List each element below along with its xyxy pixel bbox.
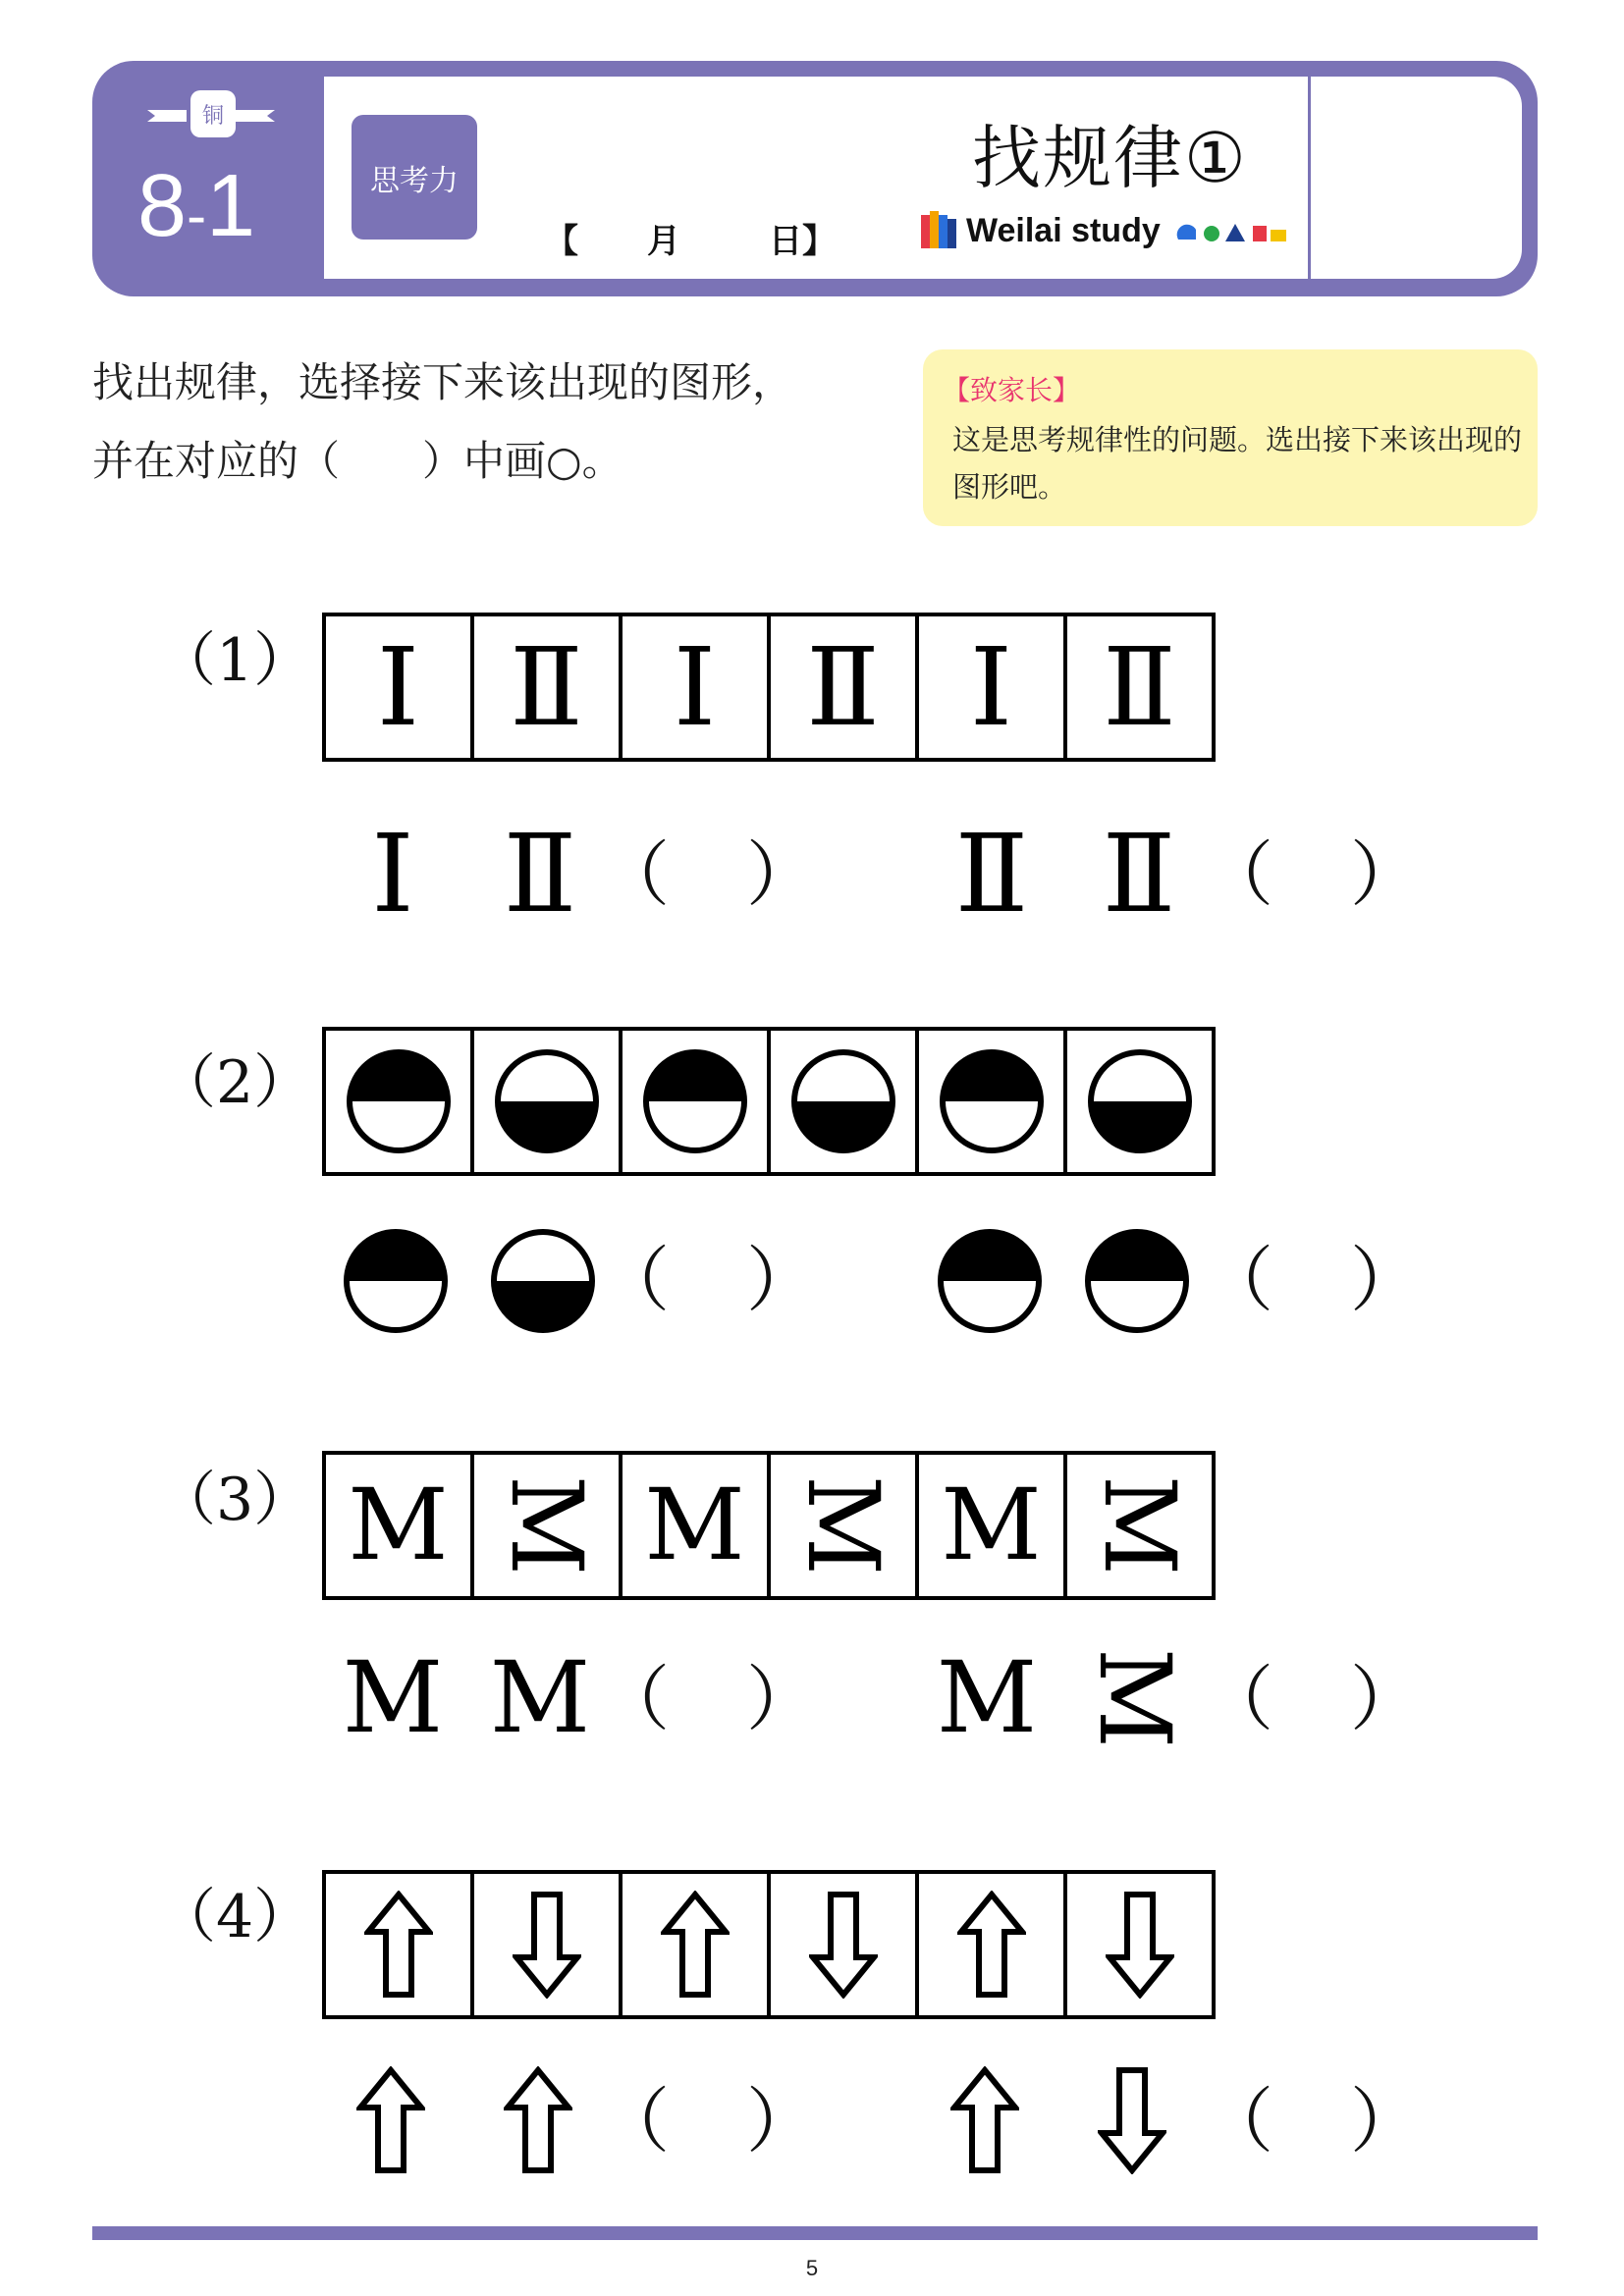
parent-note-body: 这是思考规律性的问题。选出接下来该出现的图形吧。 — [952, 423, 1523, 504]
answer-paren-close[interactable]: ） — [746, 2080, 818, 2163]
problem-4-label: （4） — [157, 1883, 313, 1951]
sequence-cell: M — [1082, 1474, 1198, 1576]
header-divider — [1308, 77, 1311, 279]
answer-paren-close[interactable]: ） — [746, 1239, 818, 1321]
footer-bar — [92, 2226, 1538, 2240]
sequence-cell — [474, 1874, 623, 2015]
problem-2-sequence — [322, 1027, 1216, 1176]
sequence-cell: Ⅱ — [1103, 624, 1176, 750]
sequence-cell: M — [919, 1455, 1067, 1596]
problem-1-sequence — [322, 613, 1216, 762]
problem-4-sequence — [322, 1870, 1216, 2019]
answer-paren-open[interactable]: （ — [1203, 833, 1274, 916]
half-filled-circle-icon — [342, 1227, 450, 1335]
instruction-text: 找出规律，选择接下来该出现的图形， 并在对应的（ ）中画○。 — [92, 358, 794, 485]
answer-paren-close[interactable]: ） — [1350, 833, 1422, 916]
answer-paren-open[interactable]: （ — [1203, 2080, 1274, 2163]
answer-paren-close[interactable]: ） — [1350, 2080, 1422, 2163]
up-arrow-icon — [950, 2066, 1019, 2174]
half-filled-circle-icon — [789, 1047, 897, 1155]
answer-paren-open[interactable]: （ — [1203, 1239, 1274, 1321]
problem-1-label: （1） — [157, 626, 313, 695]
answer-paren-close[interactable]: ） — [1350, 1239, 1422, 1321]
sequence-cell — [919, 1874, 1067, 2015]
sequence-cell: Ⅰ — [919, 616, 1067, 758]
option-a-figure: M — [489, 1640, 591, 1755]
sequence-cell — [474, 1031, 623, 1172]
down-arrow-icon — [1106, 1891, 1174, 1999]
brand-logo: Weilai study — [921, 206, 1292, 255]
sequence-cell: Ⅰ — [326, 616, 474, 758]
half-filled-circle-icon — [489, 1227, 597, 1335]
sequence-cell — [326, 1874, 474, 2015]
problem-2-label: （2） — [157, 1048, 313, 1117]
sequence-cell — [771, 1874, 919, 2015]
half-filled-circle-icon — [493, 1047, 601, 1155]
sequence-cell: M — [326, 1455, 474, 1596]
bronze-badge-icon: 铜 — [190, 90, 236, 137]
answer-paren-open[interactable]: （ — [1203, 1658, 1274, 1740]
book-logo-icon — [921, 209, 956, 252]
option-b-figure: Ⅱ — [1102, 811, 1176, 936]
sequence-cell — [771, 1031, 919, 1172]
up-arrow-icon — [957, 1891, 1026, 1999]
page-number: 5 — [805, 2256, 819, 2280]
sequence-cell — [326, 1031, 474, 1172]
category-tag: 思考力 — [352, 115, 477, 240]
sequence-cell: M — [771, 1455, 919, 1596]
sequence-cell: Ⅱ — [771, 616, 919, 758]
parent-note-title: 【致家长】 — [943, 374, 1081, 406]
sequence-cell — [919, 1031, 1067, 1172]
option-a-figure: M — [342, 1640, 444, 1755]
shapes-logo-icon — [1174, 216, 1292, 245]
up-arrow-icon — [661, 1891, 730, 1999]
option-b-figure: Ⅱ — [954, 811, 1029, 936]
sequence-cell — [623, 1874, 771, 2015]
up-arrow-icon — [504, 2066, 572, 2174]
answer-paren-open[interactable]: （ — [599, 1658, 671, 1740]
answer-paren-open[interactable]: （ — [599, 833, 671, 916]
half-filled-circle-icon — [641, 1047, 749, 1155]
sequence-cell — [1067, 1031, 1212, 1172]
sequence-cell: M — [474, 1455, 623, 1596]
half-filled-circle-icon — [936, 1227, 1044, 1335]
half-filled-circle-icon — [1083, 1227, 1191, 1335]
problem-3-label: （3） — [157, 1466, 313, 1534]
option-a-figure: Ⅰ — [371, 811, 414, 936]
sequence-cell — [1067, 1874, 1212, 2015]
answer-paren-close[interactable]: ） — [746, 1658, 818, 1740]
answer-paren-close[interactable]: ） — [746, 833, 818, 916]
up-arrow-icon — [356, 2066, 425, 2174]
lesson-number: 8-1 — [137, 157, 256, 255]
down-arrow-icon — [1098, 2066, 1166, 2174]
answer-paren-open[interactable]: （ — [599, 1239, 671, 1321]
half-filled-circle-icon — [938, 1047, 1046, 1155]
answer-paren-close[interactable]: ） — [1350, 1658, 1422, 1740]
down-arrow-icon — [809, 1891, 878, 1999]
half-filled-circle-icon — [345, 1047, 453, 1155]
down-arrow-icon — [513, 1891, 581, 1999]
page-title: 找规律① — [972, 118, 1248, 198]
option-b-figure: M — [1077, 1647, 1192, 1749]
sequence-cell: Ⅰ — [623, 616, 771, 758]
option-a-figure: Ⅱ — [503, 811, 577, 936]
date-field: 【 月 日】 — [545, 222, 836, 261]
half-filled-circle-icon — [1086, 1047, 1194, 1155]
sequence-cell: M — [623, 1455, 771, 1596]
option-b-figure: M — [936, 1640, 1038, 1755]
answer-paren-open[interactable]: （ — [599, 2080, 671, 2163]
sequence-cell — [623, 1031, 771, 1172]
up-arrow-icon — [364, 1891, 433, 1999]
sequence-cell: Ⅱ — [474, 616, 623, 758]
problem-3-sequence — [322, 1451, 1216, 1600]
